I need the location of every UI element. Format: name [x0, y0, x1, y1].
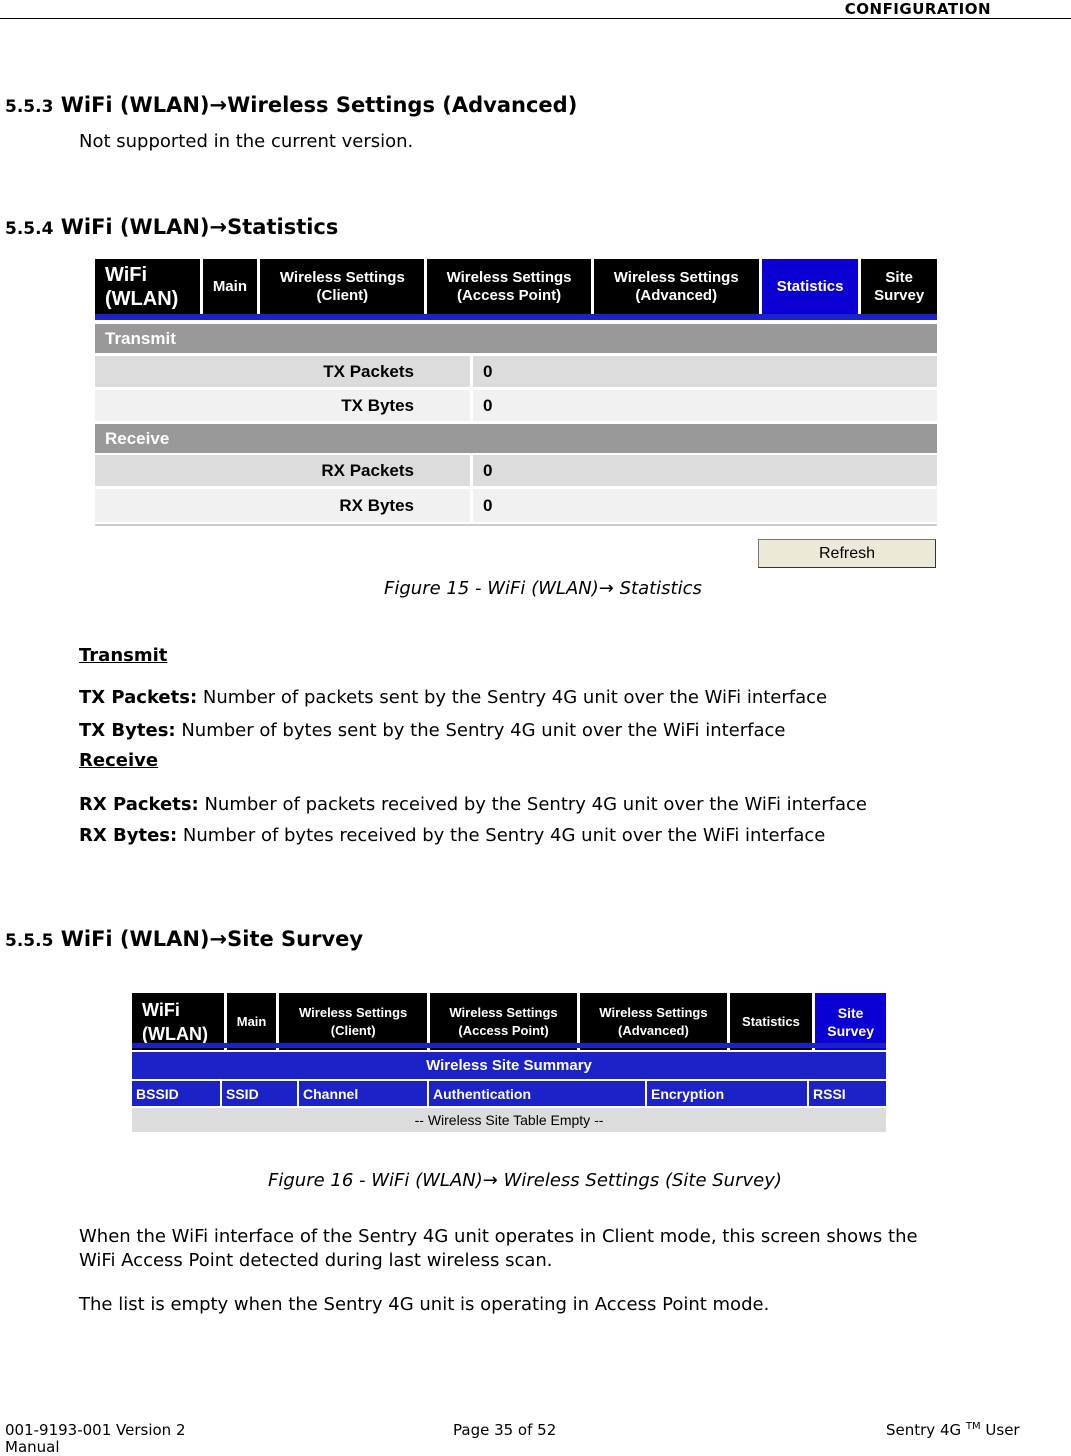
heading-5-5-5: 5.5.5 WiFi (WLAN)→Site Survey — [5, 927, 364, 951]
tx-packets-label: TX Packets — [95, 356, 470, 387]
figure-15-caption: Figure 15 - WiFi (WLAN)→ Statistics — [384, 578, 702, 599]
tab-main[interactable]: Main — [203, 259, 258, 315]
receive-section-header: Receive — [95, 424, 937, 453]
column-header-channel: Channel — [299, 1081, 427, 1106]
rx-bytes-value: 0 — [473, 489, 937, 522]
tx-bytes-description: TX Bytes: Number of bytes sent by the Sentry 4G unit over the WiFi interface — [79, 720, 786, 741]
tab-wireless-access-point[interactable]: Wireless Settings (Access Point) — [427, 259, 590, 315]
tx-packets-description: TX Packets: Number of packets sent by the Sentry 4G unit over the WiFi interface — [79, 687, 828, 708]
rx-bytes-label: RX Bytes — [95, 489, 470, 522]
tab-wireless-advanced[interactable]: Wireless Settings (Advanced) — [580, 993, 726, 1050]
rx-packets-label: RX Packets — [95, 455, 470, 486]
tab-main[interactable]: Main — [227, 993, 277, 1050]
arrow-icon: → — [598, 578, 614, 599]
table-row — [95, 489, 937, 522]
receive-subheading: Receive — [79, 750, 159, 771]
wlan-tab-bar — [132, 993, 886, 1050]
site-survey-description-line-2: WiFi Access Point detected during last wireless scan. — [79, 1250, 553, 1271]
footer-page-number: Page 35 of 52 — [453, 1421, 557, 1439]
heading-5-5-3: 5.5.3 WiFi (WLAN)→Wireless Settings (Advanced) — [5, 93, 578, 117]
arrow-icon: → — [209, 927, 228, 951]
site-table-empty-row: -- Wireless Site Table Empty -- — [132, 1108, 886, 1132]
tab-statistics[interactable]: Statistics — [762, 259, 859, 315]
arrow-icon: → — [209, 215, 228, 239]
heading-5-5-4: 5.5.4 WiFi (WLAN)→Statistics — [5, 215, 339, 239]
tab-wireless-access-point[interactable]: Wireless Settings (Access Point) — [430, 993, 577, 1050]
table-bottom-rule — [95, 524, 937, 526]
tab-underline — [95, 314, 937, 320]
rx-packets-value: 0 — [473, 455, 937, 486]
arrow-icon: → — [482, 1170, 498, 1191]
table-row — [95, 356, 937, 387]
site-survey-empty-note: The list is empty when the Sentry 4G unit is operating in Access Point mode. — [79, 1294, 770, 1315]
arrow-icon: → — [209, 93, 228, 117]
site-survey-description-line-1: When the WiFi interface of the Sentry 4G unit operates in Client mode, this screen shows the — [79, 1226, 918, 1247]
column-header-encryption: Encryption — [647, 1081, 807, 1106]
footer-product: Sentry 4G ™ User — [886, 1421, 1020, 1439]
site-table-header — [132, 1081, 886, 1106]
running-header: CONFIGURATION — [844, 0, 991, 18]
tab-underline — [132, 1043, 886, 1048]
rx-packets-description: RX Packets: Number of packets received by the Sentry 4G unit over the WiFi interface — [79, 794, 867, 815]
wifi-wlan-logo: WiFi (WLAN) — [95, 259, 200, 315]
footer-doc-id: 001-9193-001 Version 2 — [5, 1421, 186, 1439]
footer-manual: Manual — [5, 1438, 60, 1456]
column-header-rssi: RSSI — [809, 1081, 886, 1106]
tx-bytes-label: TX Bytes — [95, 390, 470, 421]
transmit-section-header: Transmit — [95, 324, 937, 353]
tab-wireless-client[interactable]: Wireless Settings (Client) — [279, 993, 426, 1050]
wlan-tab-bar — [95, 259, 937, 315]
column-header-bssid: BSSID — [132, 1081, 220, 1106]
column-header-authentication: Authentication — [429, 1081, 645, 1106]
header-rule — [0, 18, 1071, 19]
not-supported-text: Not supported in the current version. — [79, 131, 414, 152]
refresh-button[interactable]: Refresh — [758, 539, 936, 568]
table-row — [95, 390, 937, 421]
wifi-wlan-logo: WiFi (WLAN) — [132, 993, 224, 1050]
transmit-subheading: Transmit — [79, 645, 168, 666]
rx-bytes-description: RX Bytes: Number of bytes received by the Sentry 4G unit over the WiFi interface — [79, 825, 826, 846]
statistics-screenshot — [95, 259, 937, 571]
figure-16-caption: Figure 16 - WiFi (WLAN)→ Wireless Settings (Site Survey) — [268, 1170, 782, 1191]
table-row — [95, 455, 937, 486]
tab-wireless-advanced[interactable]: Wireless Settings (Advanced) — [594, 259, 759, 315]
tab-statistics[interactable]: Statistics — [730, 993, 813, 1050]
tx-bytes-value: 0 — [473, 390, 937, 421]
tab-site-survey[interactable]: Site Survey — [815, 993, 886, 1050]
wireless-site-summary-title: Wireless Site Summary — [132, 1052, 886, 1079]
site-survey-screenshot — [132, 993, 886, 1134]
column-header-ssid: SSID — [222, 1081, 297, 1106]
tab-wireless-client[interactable]: Wireless Settings (Client) — [260, 259, 424, 315]
tab-site-survey[interactable]: Site Survey — [861, 259, 937, 315]
tx-packets-value: 0 — [473, 356, 937, 387]
